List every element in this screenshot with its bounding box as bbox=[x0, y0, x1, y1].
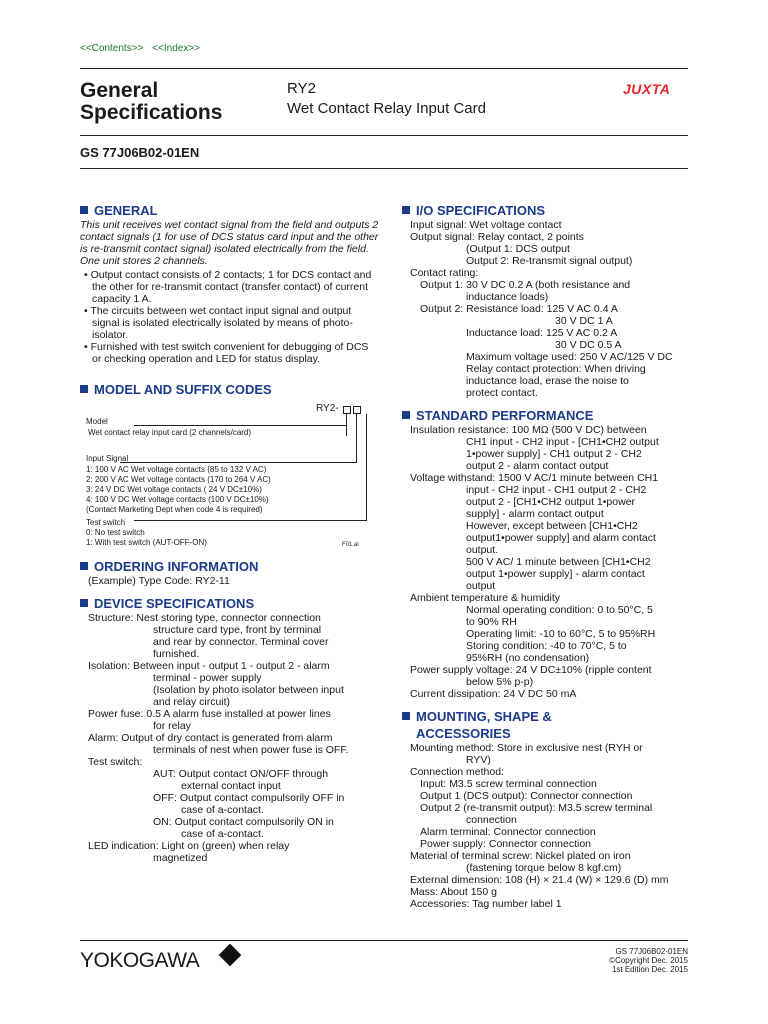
heading-square-icon bbox=[80, 206, 88, 214]
io-spec-list bbox=[402, 219, 702, 399]
footer-doc-no: GS 77J06B02-01EN bbox=[615, 947, 688, 956]
spec-line: Mass: About 150 g bbox=[410, 886, 497, 898]
spec-line: (Output 1: DCS output bbox=[466, 243, 570, 255]
spec-line: magnetized bbox=[153, 852, 208, 864]
spec-line: Isolation: Between input - output 1 - output 2 - alarm bbox=[88, 660, 330, 672]
model-label: Model bbox=[86, 417, 108, 426]
test-option: 1: With test switch (AUT-OFF-ON) bbox=[86, 538, 207, 547]
spec-line: Output signal: Relay contact, 2 points bbox=[410, 231, 584, 243]
spec-line: inductance load, erase the noise to bbox=[466, 375, 629, 387]
input-option: 4: 100 V DC Wet voltage contacts (100 V DC±10%) bbox=[86, 495, 269, 504]
heading-square-icon bbox=[80, 385, 88, 393]
juxta-logo: JUXTA bbox=[623, 81, 671, 97]
spec-line: Input signal: Wet voltage contact bbox=[410, 219, 562, 231]
input-signal-label: Input Signal bbox=[86, 454, 129, 463]
spec-line: Storing condition: -40 to 70°C, 5 to bbox=[466, 640, 627, 652]
spec-line: terminal - power supply bbox=[153, 672, 262, 684]
yokogawa-diamond-icon bbox=[219, 944, 242, 967]
general-heading: GENERAL bbox=[80, 202, 380, 219]
spec-line: output1•power supply] and alarm contact bbox=[466, 532, 656, 544]
spec-line: Alarm: Output of dry contact is generated from alarm bbox=[88, 732, 333, 744]
suffix-box-2 bbox=[353, 406, 361, 414]
ordering-example: (Example) Type Code: RY2-11 bbox=[88, 575, 230, 587]
spec-line: Voltage withstand: 1500 V AC/1 minute between CH1 bbox=[410, 472, 659, 484]
spec-line: (Isolation by photo isolator between input bbox=[153, 684, 344, 696]
heading-square-icon bbox=[80, 599, 88, 607]
spec-line: Insulation resistance: 100 MΩ (500 V DC) between bbox=[410, 424, 647, 436]
spec-line: inductance loads) bbox=[466, 291, 549, 303]
footer-info bbox=[600, 947, 688, 974]
yokogawa-logo: YOKOGAWA bbox=[80, 949, 200, 972]
footer-copyright: ©Copyright Dec. 2015 bbox=[609, 956, 688, 965]
spec-line: Power supply: Connector connection bbox=[420, 838, 592, 850]
general-intro: This unit receives wet contact signal from the field and outputs 2 contact signals (1 for use of DCS status card input and the other is re-transmit contact signal) isolated electrically from the field. One unit stores 2 channels. bbox=[80, 219, 379, 267]
spec-line: Output 2 (re-transmit output): M3.5 screw terminal bbox=[420, 802, 653, 814]
spec-line: 95%RH (no condensation) bbox=[466, 652, 590, 664]
spec-line: output 2 - alarm contact output bbox=[466, 460, 609, 472]
spec-line: below 5% p-p) bbox=[466, 676, 534, 688]
heading-square-icon bbox=[402, 712, 410, 720]
spec-line: furnished. bbox=[153, 648, 200, 660]
test-switch-label: Test switch bbox=[86, 518, 126, 527]
spec-line: Connection method: bbox=[410, 766, 504, 778]
title-line-1: General bbox=[80, 79, 159, 102]
right-column bbox=[402, 202, 702, 910]
spec-line: Power fuse: 0.5 A alarm fuse installed at power lines bbox=[88, 708, 331, 720]
spec-line: Ambient temperature & humidity bbox=[410, 592, 560, 604]
input-option: 3: 24 V DC Wet voltage contacts ( 24 V DC±10%) bbox=[86, 485, 262, 494]
input-note: (Contact Marketing Dept when code 4 is required) bbox=[86, 505, 263, 514]
general-bullet: • Furnished with test switch convenient for debugging of DCS or checking operation and LED for status display. bbox=[84, 341, 369, 365]
left-column bbox=[80, 202, 380, 864]
test-option: 0: No test switch bbox=[86, 528, 145, 537]
spec-line: Current dissipation: 24 V DC 50 mA bbox=[410, 688, 577, 700]
spec-line: OFF: Output contact compulsorily OFF in bbox=[153, 792, 345, 804]
spec-line: case of a-contact. bbox=[181, 804, 264, 816]
document-title bbox=[80, 80, 222, 124]
spec-line: Maximum voltage used: 250 V AC/125 V DC bbox=[466, 351, 673, 363]
top-nav bbox=[80, 43, 206, 54]
spec-line: Output 2: Re-transmit signal output) bbox=[466, 255, 633, 267]
spec-line: Mounting method: Store in exclusive nest (RYH or bbox=[410, 742, 643, 754]
spec-line: output 1•power supply] - alarm contact bbox=[466, 568, 645, 580]
spec-line: Inductance load: 125 V AC 0.2 A bbox=[466, 327, 618, 339]
io-heading: I/O SPECIFICATIONS bbox=[402, 202, 702, 219]
spec-line: LED indication: Light on (green) when relay bbox=[88, 840, 290, 852]
spec-line: Test switch: bbox=[88, 756, 143, 768]
spec-line: Normal operating condition: 0 to 50°C, 5 bbox=[466, 604, 653, 616]
model-name: Wet Contact Relay Input Card bbox=[287, 100, 486, 117]
spec-line: for relay bbox=[153, 720, 191, 732]
spec-line: ON: Output contact compulsorily ON in bbox=[153, 816, 334, 828]
model-desc: Wet contact relay input card (2 channels/card) bbox=[88, 428, 252, 437]
device-spec-list bbox=[80, 612, 380, 864]
model-code: RY2 bbox=[287, 80, 316, 97]
index-link[interactable]: <<Index>> bbox=[152, 43, 200, 54]
header-rule-bottom bbox=[80, 135, 688, 136]
spec-line: Material of terminal screw: Nickel plated on iron bbox=[410, 850, 631, 862]
spec-line: Output 1: 30 V DC 0.2 A (both resistance and bbox=[420, 279, 631, 291]
spec-line: Relay contact protection: When driving bbox=[466, 363, 646, 375]
spec-line: (fastening torque below 8 kgf.cm) bbox=[466, 862, 622, 874]
spec-line: output 2 - [CH1•CH2 output 1•power bbox=[466, 496, 636, 508]
performance-heading: STANDARD PERFORMANCE bbox=[402, 407, 702, 424]
heading-square-icon bbox=[80, 562, 88, 570]
spec-line: Contact rating: bbox=[410, 267, 479, 279]
spec-line: connection bbox=[466, 814, 517, 826]
model-suffix-heading: MODEL AND SUFFIX CODES bbox=[80, 381, 380, 398]
doc-number: GS 77J06B02-01EN bbox=[80, 145, 200, 160]
title-line-2: Specifications bbox=[80, 101, 223, 124]
footer-rule bbox=[80, 940, 688, 941]
spec-line: CH1 input - CH2 input - [CH1•CH2 output bbox=[466, 436, 659, 448]
heading-square-icon bbox=[402, 206, 410, 214]
heading-square-icon bbox=[402, 411, 410, 419]
spec-line: external contact input bbox=[181, 780, 281, 792]
spec-line: 500 V AC/ 1 minute between [CH1•CH2 bbox=[466, 556, 651, 568]
figure-id: F01.ai bbox=[342, 542, 359, 548]
spec-line: to 90% RH bbox=[466, 616, 517, 628]
spec-line: terminals of nest when power fuse is OFF. bbox=[153, 744, 349, 756]
header-rule-top bbox=[80, 68, 688, 69]
header-rule-3 bbox=[80, 168, 688, 169]
input-option: 2: 200 V AC Wet voltage contacts (170 to 264 V AC) bbox=[86, 475, 271, 484]
spec-line: Accessories: Tag number label 1 bbox=[410, 898, 562, 910]
suffix-code: RY2- bbox=[316, 403, 339, 414]
spec-line: output bbox=[466, 580, 496, 592]
spec-line: 30 V DC 0.5 A bbox=[555, 339, 622, 351]
spec-line: 1•power supply] - CH1 output 2 - CH2 bbox=[466, 448, 642, 460]
suffix-code-diagram bbox=[80, 403, 380, 548]
spec-line: AUT: Output contact ON/OFF through bbox=[153, 768, 329, 780]
spec-line: and relay circuit) bbox=[153, 696, 231, 708]
spec-line: However, except between [CH1•CH2 bbox=[466, 520, 638, 532]
spec-line: supply] - alarm contact output bbox=[466, 508, 604, 520]
spec-line: case of a-contact. bbox=[181, 828, 264, 840]
spec-line: Alarm terminal: Connector connection bbox=[420, 826, 596, 838]
spec-line: output. bbox=[466, 544, 499, 556]
spec-line: Power supply voltage: 24 V DC±10% (ripple content bbox=[410, 664, 652, 676]
spec-line: input - CH2 input - CH1 output 2 - CH2 bbox=[466, 484, 647, 496]
mounting-heading: MOUNTING, SHAPE & ACCESSORIES bbox=[402, 708, 702, 742]
suffix-box-1 bbox=[343, 406, 351, 414]
spec-line: 30 V DC 1 A bbox=[555, 315, 613, 327]
input-option: 1: 100 V AC Wet voltage contacts (85 to 132 V AC) bbox=[86, 465, 267, 474]
spec-line: Output 2: Resistance load: 125 V AC 0.4 A bbox=[420, 303, 618, 315]
performance-spec-list bbox=[402, 424, 702, 700]
contents-link[interactable]: <<Contents>> bbox=[80, 43, 144, 54]
mounting-spec-list bbox=[402, 742, 702, 910]
spec-line: Operating limit: -10 to 60°C, 5 to 95%RH bbox=[466, 628, 656, 640]
spec-line: protect contact. bbox=[466, 387, 538, 399]
spec-line: Output 1 (DCS output): Connector connection bbox=[420, 790, 633, 802]
spec-line: External dimension: 108 (H) × 21.4 (W) × 129.6 (D) mm bbox=[410, 874, 669, 886]
ordering-heading: ORDERING INFORMATION bbox=[80, 558, 380, 575]
spec-line: structure card type, front by terminal bbox=[153, 624, 322, 636]
model-block bbox=[287, 79, 486, 119]
spec-line: Input: M3.5 screw terminal connection bbox=[420, 778, 597, 790]
spec-line: Structure: Nest storing type, connector connection bbox=[88, 612, 321, 624]
spec-line: and rear by connector. Terminal cover bbox=[153, 636, 329, 648]
spec-line: RYV) bbox=[466, 754, 491, 766]
footer-edition: 1st Edition Dec. 2015 bbox=[611, 965, 688, 974]
general-bullet: • The circuits between wet contact input signal and output signal is isolated electrically isolated by means of photo-isolator. bbox=[84, 305, 353, 341]
device-heading: DEVICE SPECIFICATIONS bbox=[80, 595, 380, 612]
general-bullet: • Output contact consists of 2 contacts; 1 for DCS contact and the other for re-transmit contact (transfer contact) of current capacity 1 A. bbox=[84, 269, 372, 305]
